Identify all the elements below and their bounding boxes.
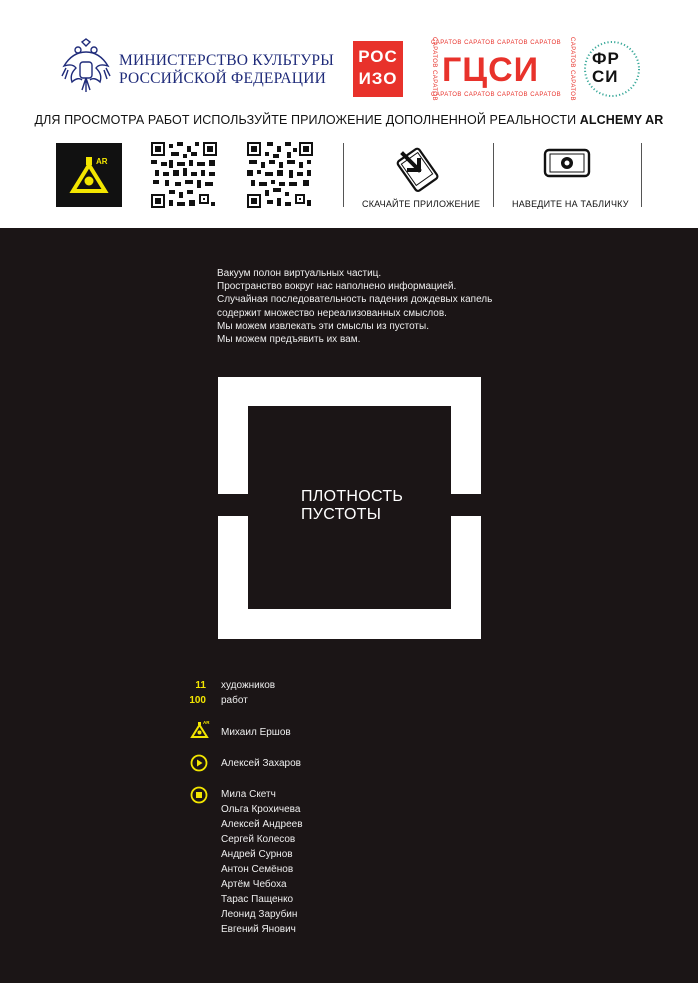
intro-line: Пространство вокруг нас наполнено информацией. xyxy=(217,281,457,293)
saratov-right: САРАТОВ САРАТОВ xyxy=(568,37,575,101)
artist-name: Евгений Янович xyxy=(221,924,296,935)
double-headed-eagle-emblem-icon xyxy=(60,38,112,94)
divider-3 xyxy=(641,143,642,207)
artist-name: Алексей Андреев xyxy=(221,819,303,830)
intro-line: Случайная последовательность падения дождевых капель xyxy=(217,294,493,306)
step-point-label: НАВЕДИТЕ НА ТАБЛИЧКУ xyxy=(512,199,629,209)
ar-artist-name: Михаил Ершов xyxy=(221,727,291,738)
works-label: работ xyxy=(221,695,248,706)
artist-name: Артём Чебоха xyxy=(221,879,287,890)
frsi-logo-text xyxy=(592,50,620,86)
divider-1 xyxy=(343,143,344,207)
alchemy-ar-small-icon xyxy=(190,719,212,739)
saratov-bottom: САРАТОВ САРАТОВ САРАТОВ САРАТОВ xyxy=(431,92,562,98)
rosizo-logo xyxy=(353,41,403,97)
intro-text xyxy=(217,267,492,346)
divider-2 xyxy=(493,143,494,207)
intro-line: Мы можем извлекать эти смыслы из пустоты. xyxy=(217,320,429,332)
frsi-line-1: ФР xyxy=(592,49,620,68)
play-circle-icon xyxy=(190,754,208,772)
artist-name: Андрей Сурнов xyxy=(221,849,293,860)
artist-name: Мила Скетч xyxy=(221,789,276,800)
artists-count: 11 xyxy=(195,680,206,691)
exhibition-title xyxy=(301,488,403,524)
artist-name: Леонид Зарубин xyxy=(221,909,298,920)
saratov-top: САРАТОВ САРАТОВ САРАТОВ САРАТОВ xyxy=(431,40,562,46)
stop-circle-icon xyxy=(190,786,208,804)
gtsi-wordmark: ГЦСИ xyxy=(442,51,540,89)
step-download-label: СКАЧАЙТЕ ПРИЛОЖЕНИЕ xyxy=(362,199,481,209)
artists-label: художников xyxy=(221,680,276,691)
intro-line: содержит множество нереализованных смыслов. xyxy=(217,307,447,319)
frsi-line-2: СИ xyxy=(592,67,619,86)
artist-name: Ольга Крохичева xyxy=(221,804,301,815)
ministry-name xyxy=(119,52,334,88)
qr-code-2[interactable] xyxy=(247,142,313,208)
exhibition-title-line-2: ПУСТОТЫ xyxy=(301,506,382,523)
artist-name: Антон Семёнов xyxy=(221,864,294,875)
ar-instruction xyxy=(0,113,698,127)
intro-line: Вакуум полон виртуальных частиц. xyxy=(217,268,382,279)
phone-download-icon xyxy=(393,146,441,192)
qr-code-1[interactable] xyxy=(151,142,217,208)
artist-name: Сергей Колесов xyxy=(221,834,296,845)
ministry-line-1: МИНИСТЕРСТВО КУЛЬТУРЫ xyxy=(119,52,334,69)
phone-camera-icon xyxy=(543,148,591,178)
works-count: 100 xyxy=(189,695,206,706)
video-artist-name: Алексей Захаров xyxy=(221,758,301,769)
ar-app-name: ALCHEMY AR xyxy=(579,113,664,127)
artist-name: Тарас Пащенко xyxy=(221,894,294,905)
svg-text:AR: AR xyxy=(203,720,210,725)
ministry-line-2: РОССИЙСКОЙ ФЕДЕРАЦИИ xyxy=(119,70,326,87)
rosizo-line-2: ИЗО xyxy=(358,69,398,88)
alchemy-ar-triangle-icon xyxy=(56,143,122,207)
ar-instruction-text: ДЛЯ ПРОСМОТРА РАБОТ ИСПОЛЬЗУЙТЕ ПРИЛОЖЕНИЕ ДОПОЛНЕННОЙ РЕАЛЬНОСТИ xyxy=(34,113,580,127)
rosizo-line-1: РОС xyxy=(358,47,398,66)
saratov-left: САРАТОВ САРАТОВ xyxy=(430,37,437,101)
alchemy-ar-badge xyxy=(56,143,122,207)
intro-line: Мы можем предъявить их вам. xyxy=(217,334,361,346)
ar-badge-label: AR xyxy=(96,157,108,166)
exhibition-title-line-1: ПЛОТНОСТЬ xyxy=(301,488,404,505)
